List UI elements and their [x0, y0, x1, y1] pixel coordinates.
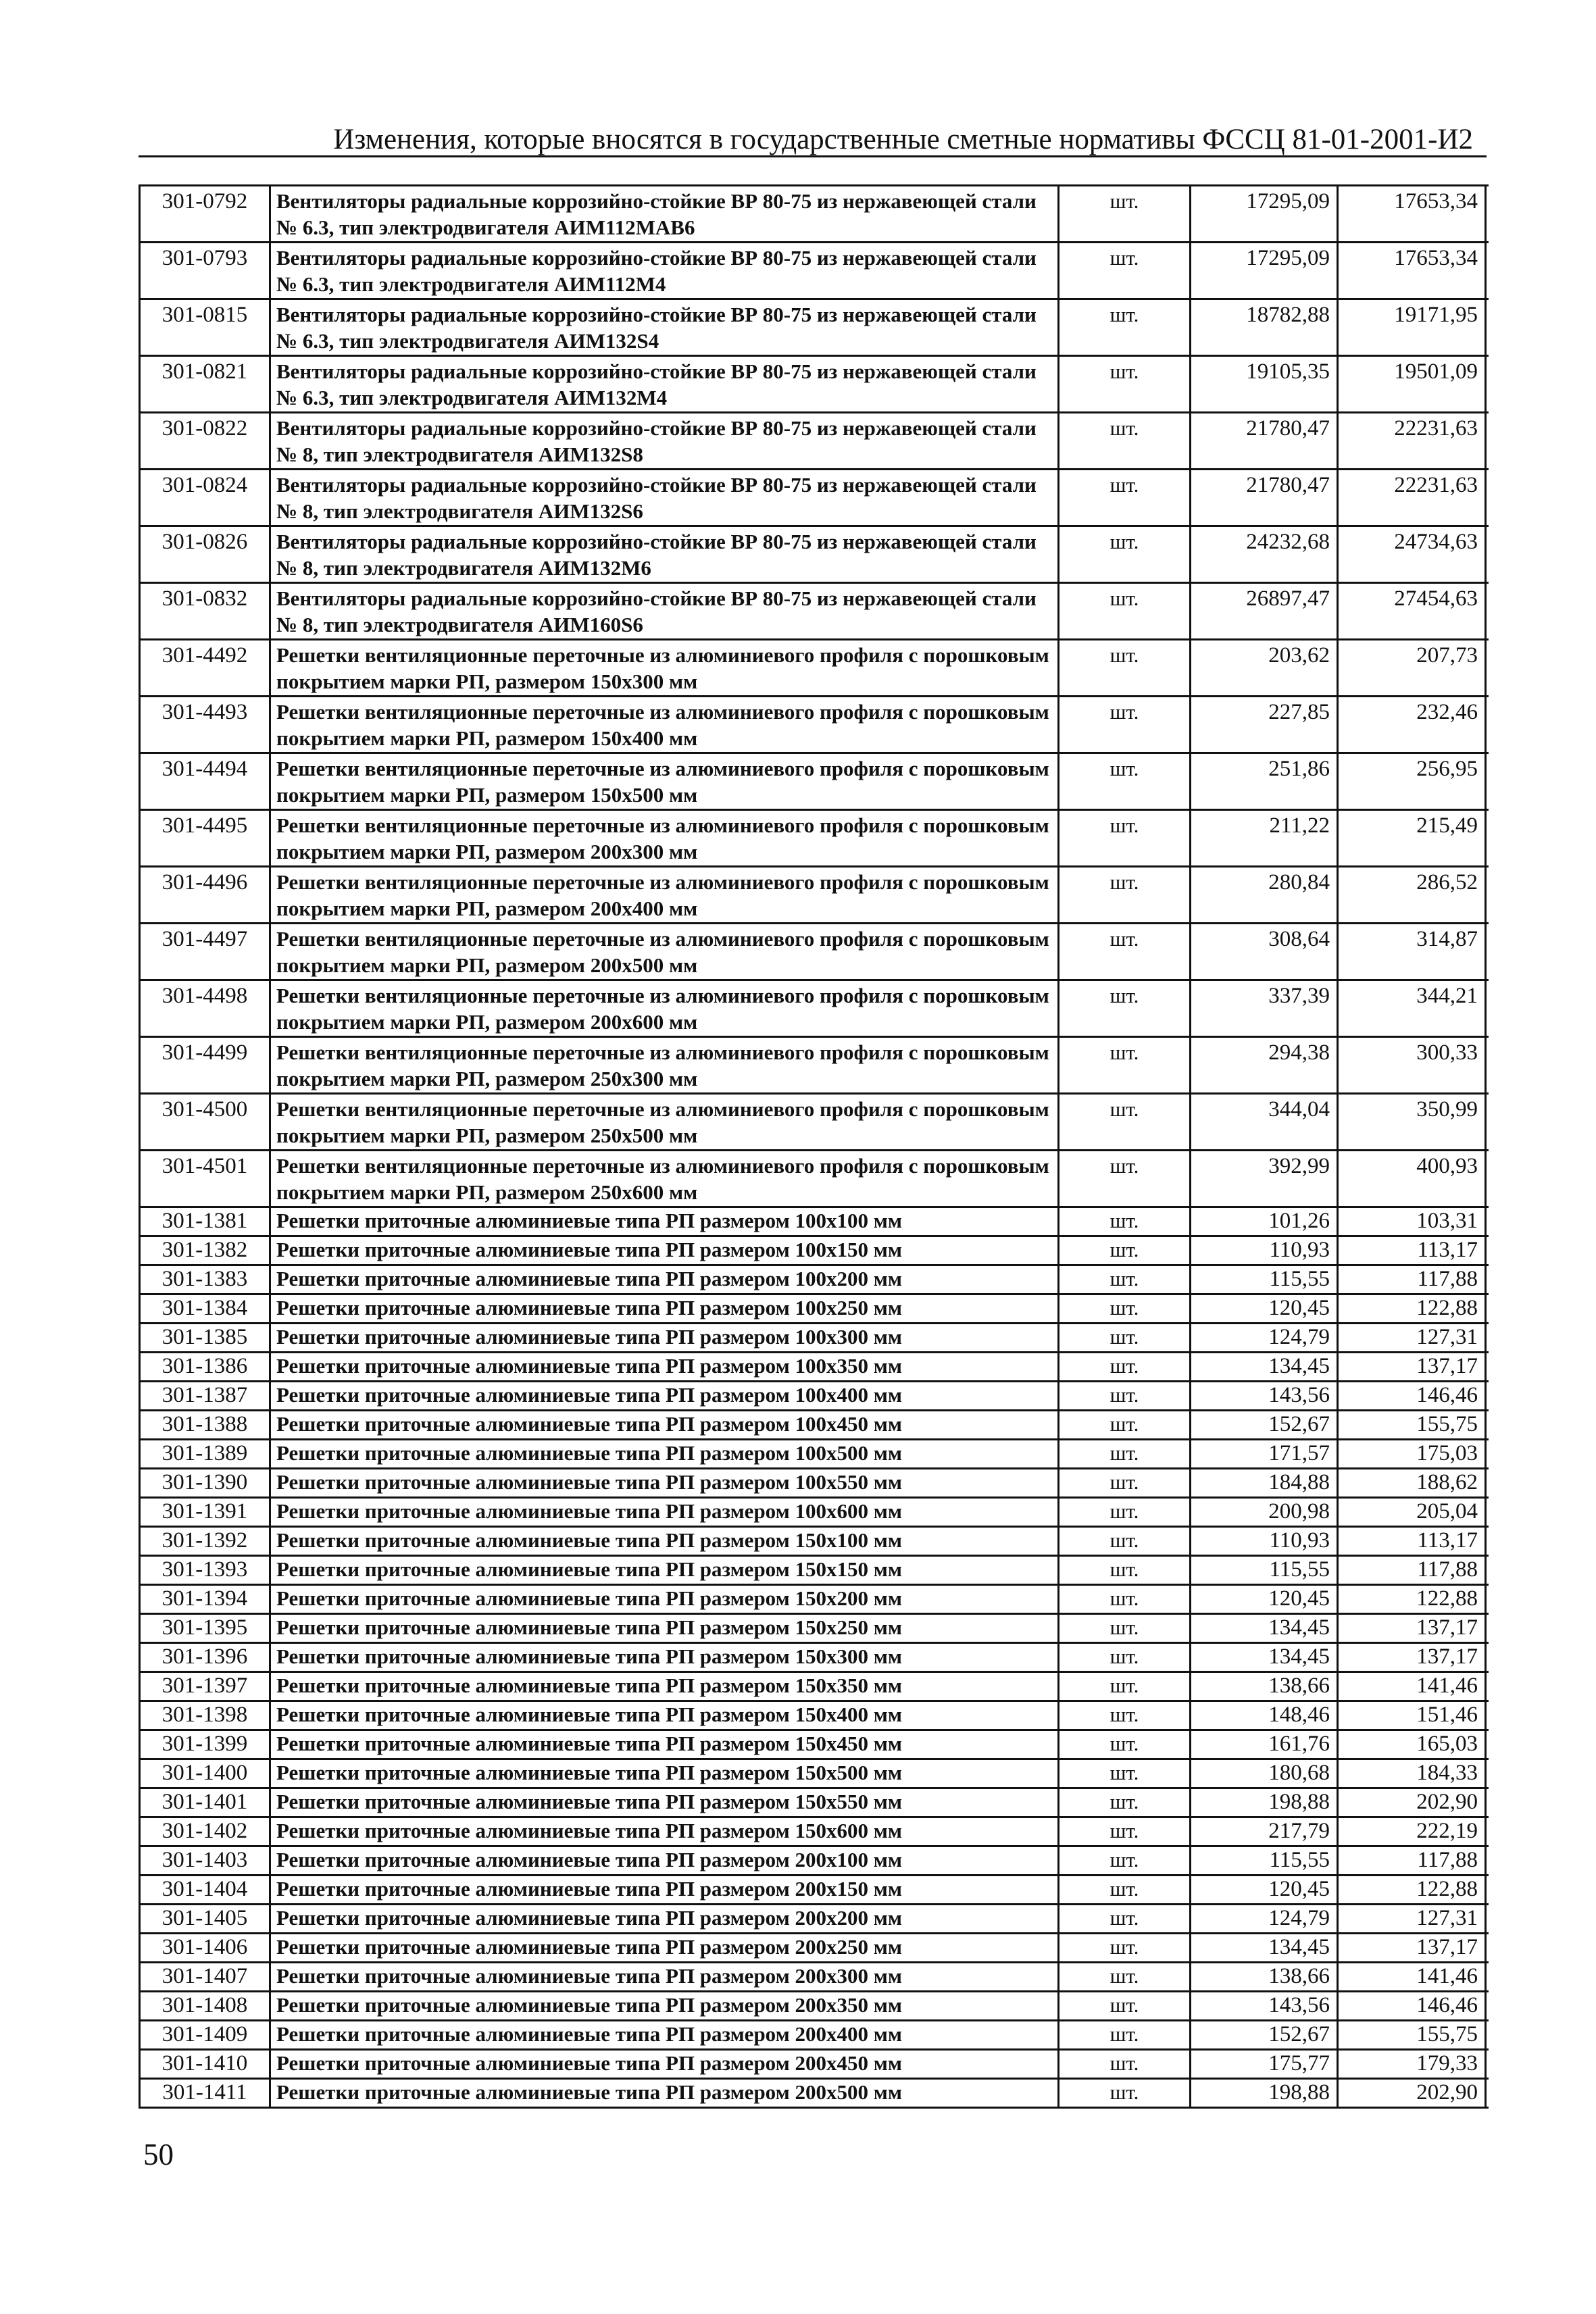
- item-code: 301-1386: [141, 1353, 271, 1380]
- item-price-2: 155,75: [1339, 2021, 1487, 2048]
- item-code: 301-1410: [141, 2051, 271, 2078]
- item-unit: шт.: [1059, 1038, 1191, 1092]
- item-unit: шт.: [1059, 1469, 1191, 1496]
- item-price-2: 27454,63: [1339, 584, 1487, 638]
- item-price-2: 256,95: [1339, 754, 1487, 809]
- item-price-2: 205,04: [1339, 1499, 1487, 1526]
- item-price-2: 286,52: [1339, 867, 1487, 922]
- item-price-1: 124,79: [1191, 1324, 1339, 1351]
- item-name: Решетки вентиляционные переточные из алюминиевого профиля с порошковым покрытием марки РП, размером 200х500 мм: [271, 924, 1059, 979]
- item-code: 301-1398: [141, 1702, 271, 1729]
- item-code: 301-1411: [141, 2080, 271, 2107]
- item-price-2: 146,46: [1339, 1382, 1487, 1409]
- item-price-2: 350,99: [1339, 1095, 1487, 1149]
- item-name: Решетки приточные алюминиевые типа РП размером 100х100 мм: [271, 1208, 1059, 1235]
- item-unit: шт.: [1059, 924, 1191, 979]
- table-row: [141, 1934, 1489, 1963]
- item-unit: шт.: [1059, 186, 1191, 241]
- item-price-1: 134,45: [1191, 1644, 1339, 1671]
- item-code: 301-0832: [141, 584, 271, 638]
- item-price-1: 152,67: [1191, 2021, 1339, 2048]
- item-price-2: 19501,09: [1339, 357, 1487, 411]
- item-price-1: 110,93: [1191, 1237, 1339, 1264]
- item-price-1: 337,39: [1191, 981, 1339, 1036]
- item-name: Решетки вентиляционные переточные из алюминиевого профиля с порошковым покрытием марки РП, размером 200х400 мм: [271, 867, 1059, 922]
- item-name: Решетки вентиляционные переточные из алюминиевого профиля с порошковым покрытием марки РП, размером 250х300 мм: [271, 1038, 1059, 1092]
- item-price-2: 122,88: [1339, 1586, 1487, 1613]
- item-code: 301-1389: [141, 1440, 271, 1467]
- header-rule: [139, 155, 1487, 157]
- item-name: Решетки приточные алюминиевые типа РП размером 100х200 мм: [271, 1266, 1059, 1293]
- item-price-2: 141,46: [1339, 1673, 1487, 1700]
- item-code: 301-0793: [141, 243, 271, 298]
- item-price-1: 198,88: [1191, 2080, 1339, 2107]
- item-code: 301-1401: [141, 1789, 271, 1816]
- item-unit: шт.: [1059, 470, 1191, 525]
- item-price-2: 127,31: [1339, 1324, 1487, 1351]
- item-price-2: 179,33: [1339, 2051, 1487, 2078]
- item-unit: шт.: [1059, 1702, 1191, 1729]
- table-row: [141, 1586, 1489, 1615]
- item-price-1: 184,88: [1191, 1469, 1339, 1496]
- item-code: 301-4497: [141, 924, 271, 979]
- item-code: 301-1393: [141, 1557, 271, 1584]
- table-row: [141, 1789, 1489, 1818]
- item-unit: шт.: [1059, 1557, 1191, 1584]
- table-row: [141, 1266, 1489, 1295]
- item-unit: шт.: [1059, 697, 1191, 752]
- item-name: Вентиляторы радиальные коррозийно-стойкие ВР 80-75 из нержавеющей стали № 8, тип электродвигателя АИМ132М6: [271, 527, 1059, 582]
- table-row: [141, 1760, 1489, 1789]
- item-code: 301-1402: [141, 1818, 271, 1845]
- item-name: Решетки приточные алюминиевые типа РП размером 200х100 мм: [271, 1847, 1059, 1874]
- item-code: 301-4499: [141, 1038, 271, 1092]
- item-code: 301-1384: [141, 1295, 271, 1322]
- item-unit: шт.: [1059, 811, 1191, 865]
- item-name: Решетки приточные алюминиевые типа РП размером 100х350 мм: [271, 1353, 1059, 1380]
- item-unit: шт.: [1059, 1295, 1191, 1322]
- item-price-1: 161,76: [1191, 1731, 1339, 1758]
- item-name: Решетки вентиляционные переточные из алюминиевого профиля с порошковым покрытием марки РП, размером 150х400 мм: [271, 697, 1059, 752]
- price-table: [139, 184, 1489, 2109]
- item-unit: шт.: [1059, 2080, 1191, 2107]
- item-code: 301-1408: [141, 1992, 271, 2019]
- item-name: Решетки вентиляционные переточные из алюминиевого профиля с порошковым покрытием марки РП, размером 250х600 мм: [271, 1151, 1059, 1206]
- item-price-2: 146,46: [1339, 1992, 1487, 2019]
- item-unit: шт.: [1059, 1992, 1191, 2019]
- item-code: 301-4493: [141, 697, 271, 752]
- item-unit: шт.: [1059, 1876, 1191, 1903]
- table-row: [141, 1528, 1489, 1557]
- item-code: 301-1383: [141, 1266, 271, 1293]
- item-name: Решетки вентиляционные переточные из алюминиевого профиля с порошковым покрытием марки РП, размером 200х300 мм: [271, 811, 1059, 865]
- item-price-1: 134,45: [1191, 1353, 1339, 1380]
- item-price-1: 124,79: [1191, 1905, 1339, 1932]
- item-price-1: 101,26: [1191, 1208, 1339, 1235]
- item-name: Решетки приточные алюминиевые типа РП размером 100х500 мм: [271, 1440, 1059, 1467]
- item-name: Решетки приточные алюминиевые типа РП размером 150х200 мм: [271, 1586, 1059, 1613]
- item-price-2: 207,73: [1339, 640, 1487, 695]
- item-price-2: 151,46: [1339, 1702, 1487, 1729]
- item-price-1: 17295,09: [1191, 243, 1339, 298]
- table-row: [141, 470, 1489, 527]
- item-unit: шт.: [1059, 243, 1191, 298]
- table-row: [141, 1469, 1489, 1499]
- item-price-1: 198,88: [1191, 1789, 1339, 1816]
- item-price-1: 200,98: [1191, 1499, 1339, 1526]
- item-code: 301-1406: [141, 1934, 271, 1961]
- item-unit: шт.: [1059, 1905, 1191, 1932]
- item-code: 301-4501: [141, 1151, 271, 1206]
- item-price-1: 203,62: [1191, 640, 1339, 695]
- item-price-2: 122,88: [1339, 1295, 1487, 1322]
- item-name: Вентиляторы радиальные коррозийно-стойкие ВР 80-75 из нержавеющей стали № 6.3, тип электродвигателя АИМ112МАВ6: [271, 186, 1059, 241]
- item-code: 301-4496: [141, 867, 271, 922]
- table-row: [141, 1324, 1489, 1353]
- item-price-2: 113,17: [1339, 1528, 1487, 1555]
- item-code: 301-4498: [141, 981, 271, 1036]
- item-price-1: 21780,47: [1191, 470, 1339, 525]
- item-price-1: 120,45: [1191, 1586, 1339, 1613]
- item-price-1: 19105,35: [1191, 357, 1339, 411]
- item-code: 301-1382: [141, 1237, 271, 1264]
- item-code: 301-1405: [141, 1905, 271, 1932]
- item-name: Решетки приточные алюминиевые типа РП размером 150х100 мм: [271, 1528, 1059, 1555]
- item-unit: шт.: [1059, 1266, 1191, 1293]
- item-unit: шт.: [1059, 584, 1191, 638]
- item-code: 301-1395: [141, 1615, 271, 1642]
- item-code: 301-0821: [141, 357, 271, 411]
- item-price-2: 127,31: [1339, 1905, 1487, 1932]
- item-name: Решетки вентиляционные переточные из алюминиевого профиля с порошковым покрытием марки РП, размером 150х300 мм: [271, 640, 1059, 695]
- item-unit: шт.: [1059, 2051, 1191, 2078]
- item-name: Решетки приточные алюминиевые типа РП размером 200х450 мм: [271, 2051, 1059, 2078]
- item-code: 301-1400: [141, 1760, 271, 1787]
- table-row: [141, 584, 1489, 640]
- item-price-2: 222,19: [1339, 1818, 1487, 1845]
- table-row: [141, 1353, 1489, 1382]
- table-row: [141, 357, 1489, 413]
- item-name: Вентиляторы радиальные коррозийно-стойкие ВР 80-75 из нержавеющей стали № 6.3, тип электродвигателя АИМ112М4: [271, 243, 1059, 298]
- item-code: 301-1407: [141, 1963, 271, 1990]
- table-row: [141, 2080, 1489, 2109]
- item-unit: шт.: [1059, 527, 1191, 582]
- item-price-1: 294,38: [1191, 1038, 1339, 1092]
- table-row: [141, 1440, 1489, 1469]
- item-code: 301-1397: [141, 1673, 271, 1700]
- item-code: 301-1394: [141, 1586, 271, 1613]
- item-price-2: 117,88: [1339, 1557, 1487, 1584]
- item-price-2: 400,93: [1339, 1151, 1487, 1206]
- table-row: [141, 640, 1489, 697]
- item-price-2: 188,62: [1339, 1469, 1487, 1496]
- item-name: Решетки приточные алюминиевые типа РП размером 150х300 мм: [271, 1644, 1059, 1671]
- item-unit: шт.: [1059, 1499, 1191, 1526]
- item-code: 301-1381: [141, 1208, 271, 1235]
- item-code: 301-0792: [141, 186, 271, 241]
- item-name: Решетки приточные алюминиевые типа РП размером 150х400 мм: [271, 1702, 1059, 1729]
- table-row: [141, 981, 1489, 1038]
- table-row: [141, 811, 1489, 867]
- table-row: [141, 2021, 1489, 2051]
- item-price-1: 148,46: [1191, 1702, 1339, 1729]
- item-unit: шт.: [1059, 1673, 1191, 1700]
- page-number: 50: [143, 2138, 174, 2171]
- item-name: Решетки вентиляционные переточные из алюминиевого профиля с порошковым покрытием марки РП, размером 200х600 мм: [271, 981, 1059, 1036]
- item-name: Решетки приточные алюминиевые типа РП размером 150х450 мм: [271, 1731, 1059, 1758]
- item-unit: шт.: [1059, 1440, 1191, 1467]
- item-price-2: 22231,63: [1339, 470, 1487, 525]
- table-row: [141, 1818, 1489, 1847]
- item-price-2: 137,17: [1339, 1353, 1487, 1380]
- item-price-1: 18782,88: [1191, 300, 1339, 355]
- item-unit: шт.: [1059, 1382, 1191, 1409]
- item-unit: шт.: [1059, 300, 1191, 355]
- item-price-2: 24734,63: [1339, 527, 1487, 582]
- item-name: Решетки приточные алюминиевые типа РП размером 200х300 мм: [271, 1963, 1059, 1990]
- item-name: Вентиляторы радиальные коррозийно-стойкие ВР 80-75 из нержавеющей стали № 6.3, тип электродвигателя АИМ132S4: [271, 300, 1059, 355]
- table-row: [141, 1644, 1489, 1673]
- item-unit: шт.: [1059, 1208, 1191, 1235]
- item-code: 301-1387: [141, 1382, 271, 1409]
- item-price-1: 120,45: [1191, 1876, 1339, 1903]
- item-price-2: 344,21: [1339, 981, 1487, 1036]
- item-price-1: 211,22: [1191, 811, 1339, 865]
- item-unit: шт.: [1059, 1095, 1191, 1149]
- item-price-2: 141,46: [1339, 1963, 1487, 1990]
- item-code: 301-1391: [141, 1499, 271, 1526]
- item-name: Решетки приточные алюминиевые типа РП размером 150х150 мм: [271, 1557, 1059, 1584]
- item-price-1: 138,66: [1191, 1673, 1339, 1700]
- table-row: [141, 1963, 1489, 1992]
- item-price-2: 232,46: [1339, 697, 1487, 752]
- item-name: Решетки приточные алюминиевые типа РП размером 150х350 мм: [271, 1673, 1059, 1700]
- item-price-1: 21780,47: [1191, 413, 1339, 468]
- item-code: 301-0826: [141, 527, 271, 582]
- item-unit: шт.: [1059, 1760, 1191, 1787]
- item-unit: шт.: [1059, 754, 1191, 809]
- item-code: 301-4500: [141, 1095, 271, 1149]
- item-price-1: 17295,09: [1191, 186, 1339, 241]
- item-name: Вентиляторы радиальные коррозийно-стойкие ВР 80-75 из нержавеющей стали № 8, тип электродвигателя АИМ132S8: [271, 413, 1059, 468]
- item-name: Решетки приточные алюминиевые типа РП размером 100х150 мм: [271, 1237, 1059, 1264]
- item-name: Решетки приточные алюминиевые типа РП размером 200х250 мм: [271, 1934, 1059, 1961]
- item-price-1: 180,68: [1191, 1760, 1339, 1787]
- item-unit: шт.: [1059, 1731, 1191, 1758]
- item-name: Вентиляторы радиальные коррозийно-стойкие ВР 80-75 из нержавеющей стали № 8, тип электродвигателя АИМ132S6: [271, 470, 1059, 525]
- item-price-1: 171,57: [1191, 1440, 1339, 1467]
- item-price-1: 227,85: [1191, 697, 1339, 752]
- item-name: Вентиляторы радиальные коррозийно-стойкие ВР 80-75 из нержавеющей стали № 8, тип электродвигателя АИМ160S6: [271, 584, 1059, 638]
- item-unit: шт.: [1059, 1934, 1191, 1961]
- item-price-1: 152,67: [1191, 1411, 1339, 1438]
- table-row: [141, 186, 1489, 243]
- item-price-2: 137,17: [1339, 1615, 1487, 1642]
- item-unit: шт.: [1059, 1237, 1191, 1264]
- table-row: [141, 1557, 1489, 1586]
- item-name: Решетки приточные алюминиевые типа РП размером 100х450 мм: [271, 1411, 1059, 1438]
- item-name: Решетки приточные алюминиевые типа РП размером 150х250 мм: [271, 1615, 1059, 1642]
- table-row: [141, 1151, 1489, 1208]
- table-row: [141, 1295, 1489, 1324]
- item-price-1: 143,56: [1191, 1382, 1339, 1409]
- item-price-2: 17653,34: [1339, 186, 1487, 241]
- item-unit: шт.: [1059, 357, 1191, 411]
- item-name: Решетки приточные алюминиевые типа РП размером 200х150 мм: [271, 1876, 1059, 1903]
- table-row: [141, 300, 1489, 357]
- item-code: 301-4495: [141, 811, 271, 865]
- item-code: 301-1396: [141, 1644, 271, 1671]
- item-code: 301-4492: [141, 640, 271, 695]
- item-unit: шт.: [1059, 1615, 1191, 1642]
- table-row: [141, 1992, 1489, 2021]
- item-price-1: 344,04: [1191, 1095, 1339, 1149]
- table-row: [141, 1208, 1489, 1237]
- item-name: Решетки вентиляционные переточные из алюминиевого профиля с порошковым покрытием марки РП, размером 250х500 мм: [271, 1095, 1059, 1149]
- item-unit: шт.: [1059, 1789, 1191, 1816]
- item-price-2: 113,17: [1339, 1237, 1487, 1264]
- item-code: 301-1392: [141, 1528, 271, 1555]
- item-price-1: 251,86: [1191, 754, 1339, 809]
- item-name: Решетки приточные алюминиевые типа РП размером 150х500 мм: [271, 1760, 1059, 1787]
- item-price-1: 134,45: [1191, 1615, 1339, 1642]
- table-row: [141, 1038, 1489, 1095]
- item-price-1: 24232,68: [1191, 527, 1339, 582]
- table-row: [141, 1905, 1489, 1934]
- table-row: [141, 243, 1489, 300]
- header-title: Изменения, которые вносятся в государственные сметные нормативы ФССЦ 81-01-2001-И2: [333, 124, 1473, 155]
- item-price-1: 110,93: [1191, 1528, 1339, 1555]
- item-name: Решетки приточные алюминиевые типа РП размером 100х250 мм: [271, 1295, 1059, 1322]
- item-unit: шт.: [1059, 1644, 1191, 1671]
- item-unit: шт.: [1059, 1411, 1191, 1438]
- item-unit: шт.: [1059, 1353, 1191, 1380]
- item-price-2: 117,88: [1339, 1847, 1487, 1874]
- table-row: [141, 1411, 1489, 1440]
- item-name: Решетки приточные алюминиевые типа РП размером 100х600 мм: [271, 1499, 1059, 1526]
- item-unit: шт.: [1059, 1818, 1191, 1845]
- table-row: [141, 1673, 1489, 1702]
- item-price-1: 115,55: [1191, 1266, 1339, 1293]
- item-name: Решетки приточные алюминиевые типа РП размером 100х550 мм: [271, 1469, 1059, 1496]
- item-unit: шт.: [1059, 413, 1191, 468]
- item-price-2: 22231,63: [1339, 413, 1487, 468]
- item-code: 301-1409: [141, 2021, 271, 2048]
- item-code: 301-0824: [141, 470, 271, 525]
- item-price-1: 308,64: [1191, 924, 1339, 979]
- item-price-1: 120,45: [1191, 1295, 1339, 1322]
- item-name: Решетки приточные алюминиевые типа РП размером 100х300 мм: [271, 1324, 1059, 1351]
- item-code: 301-0822: [141, 413, 271, 468]
- item-code: 301-0815: [141, 300, 271, 355]
- item-unit: шт.: [1059, 1847, 1191, 1874]
- item-unit: шт.: [1059, 640, 1191, 695]
- item-price-2: 300,33: [1339, 1038, 1487, 1092]
- table-row: [141, 1702, 1489, 1731]
- item-price-2: 215,49: [1339, 811, 1487, 865]
- item-price-2: 184,33: [1339, 1760, 1487, 1787]
- item-unit: шт.: [1059, 1151, 1191, 1206]
- item-code: 301-4494: [141, 754, 271, 809]
- item-price-1: 115,55: [1191, 1847, 1339, 1874]
- item-unit: шт.: [1059, 981, 1191, 1036]
- item-price-2: 202,90: [1339, 1789, 1487, 1816]
- item-price-1: 26897,47: [1191, 584, 1339, 638]
- table-row: [141, 2051, 1489, 2080]
- item-name: Решетки приточные алюминиевые типа РП размером 200х350 мм: [271, 1992, 1059, 2019]
- item-price-1: 175,77: [1191, 2051, 1339, 2078]
- item-price-1: 392,99: [1191, 1151, 1339, 1206]
- item-price-1: 115,55: [1191, 1557, 1339, 1584]
- table-row: [141, 1731, 1489, 1760]
- item-unit: шт.: [1059, 867, 1191, 922]
- item-price-2: 155,75: [1339, 1411, 1487, 1438]
- item-price-1: 138,66: [1191, 1963, 1339, 1990]
- item-name: Решетки приточные алюминиевые типа РП размером 150х600 мм: [271, 1818, 1059, 1845]
- item-price-2: 137,17: [1339, 1934, 1487, 1961]
- item-code: 301-1388: [141, 1411, 271, 1438]
- item-name: Решетки приточные алюминиевые типа РП размером 200х500 мм: [271, 2080, 1059, 2107]
- item-code: 301-1385: [141, 1324, 271, 1351]
- table-row: [141, 1499, 1489, 1528]
- table-row: [141, 867, 1489, 924]
- table-row: [141, 413, 1489, 470]
- item-price-2: 122,88: [1339, 1876, 1487, 1903]
- table-row: [141, 1876, 1489, 1905]
- item-price-2: 17653,34: [1339, 243, 1487, 298]
- table-row: [141, 1615, 1489, 1644]
- table-row: [141, 1095, 1489, 1151]
- table-row: [141, 754, 1489, 811]
- item-name: Решетки приточные алюминиевые типа РП размером 150х550 мм: [271, 1789, 1059, 1816]
- table-row: [141, 527, 1489, 584]
- item-unit: шт.: [1059, 1963, 1191, 1990]
- item-code: 301-1390: [141, 1469, 271, 1496]
- item-unit: шт.: [1059, 1324, 1191, 1351]
- table-row: [141, 697, 1489, 754]
- item-price-1: 143,56: [1191, 1992, 1339, 2019]
- item-name: Решетки приточные алюминиевые типа РП размером 200х200 мм: [271, 1905, 1059, 1932]
- table-row: [141, 1382, 1489, 1411]
- item-code: 301-1399: [141, 1731, 271, 1758]
- item-price-2: 137,17: [1339, 1644, 1487, 1671]
- item-price-2: 202,90: [1339, 2080, 1487, 2107]
- item-price-2: 175,03: [1339, 1440, 1487, 1467]
- item-unit: шт.: [1059, 2021, 1191, 2048]
- item-unit: шт.: [1059, 1586, 1191, 1613]
- item-code: 301-1403: [141, 1847, 271, 1874]
- table-row: [141, 924, 1489, 981]
- item-name: Вентиляторы радиальные коррозийно-стойкие ВР 80-75 из нержавеющей стали № 6.3, тип электродвигателя АИМ132М4: [271, 357, 1059, 411]
- item-price-2: 103,31: [1339, 1208, 1487, 1235]
- table-row: [141, 1237, 1489, 1266]
- item-price-2: 314,87: [1339, 924, 1487, 979]
- item-price-2: 165,03: [1339, 1731, 1487, 1758]
- item-price-1: 134,45: [1191, 1934, 1339, 1961]
- item-code: 301-1404: [141, 1876, 271, 1903]
- table-row: [141, 1847, 1489, 1876]
- item-name: Решетки приточные алюминиевые типа РП размером 100х400 мм: [271, 1382, 1059, 1409]
- item-price-2: 19171,95: [1339, 300, 1487, 355]
- item-name: Решетки вентиляционные переточные из алюминиевого профиля с порошковым покрытием марки РП, размером 150х500 мм: [271, 754, 1059, 809]
- item-name: Решетки приточные алюминиевые типа РП размером 200х400 мм: [271, 2021, 1059, 2048]
- item-unit: шт.: [1059, 1528, 1191, 1555]
- item-price-2: 117,88: [1339, 1266, 1487, 1293]
- item-price-1: 280,84: [1191, 867, 1339, 922]
- item-price-1: 217,79: [1191, 1818, 1339, 1845]
